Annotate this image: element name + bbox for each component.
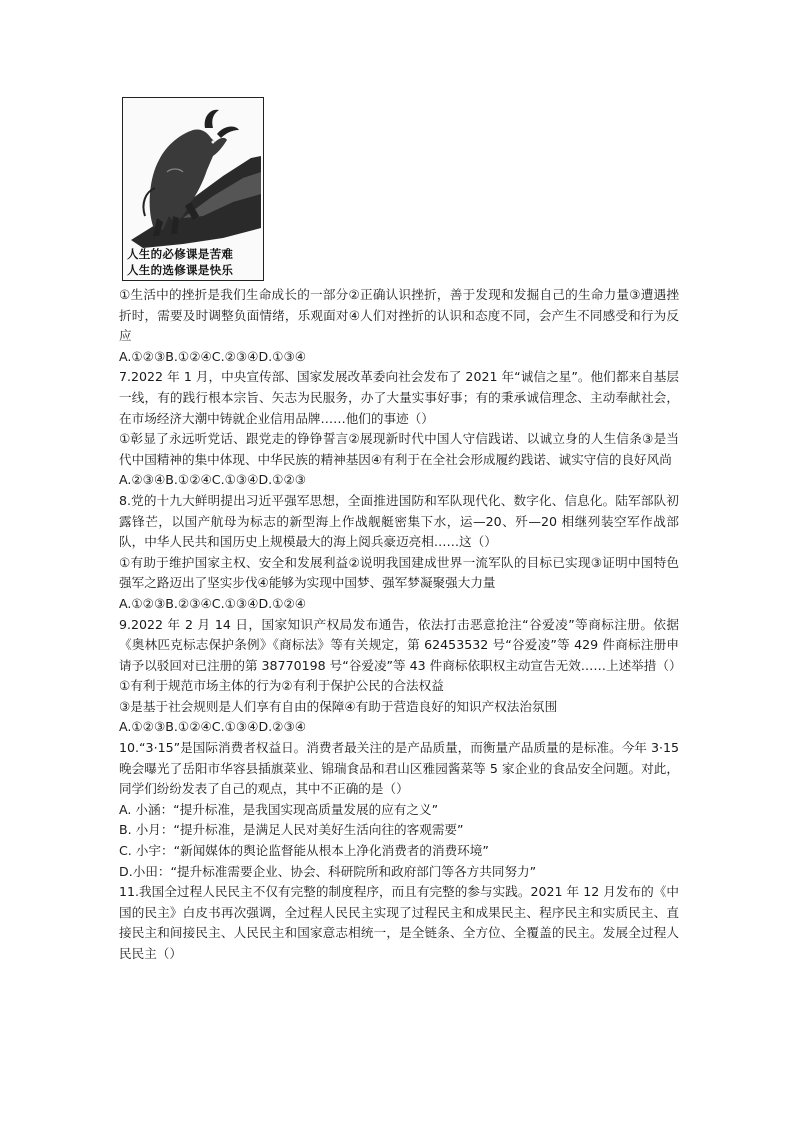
q9-options: A.①②③B.①②④C.①③④D.②③④ <box>119 719 307 735</box>
ox-cartoon-image <box>122 97 264 281</box>
cartoon-caption-line2: 人生的选修课是快乐 <box>127 263 234 277</box>
q10-option-c: C. 小宇：“新闻媒体的舆论监督能从根本上净化消费者的消费环境” <box>119 843 489 859</box>
q8-options: A.①②③B.②③④C.①③④D.①②④ <box>119 595 307 611</box>
q10-option-b: B. 小月：“提升标准，是满足人民对美好生活向往的客观需要” <box>119 822 464 838</box>
q7-stem: 7.2022 年 1 月，中央宣传部、国家发展改革委向社会发布了 2021 年“诚信之星”。他们都来自基层一线，有的践行根本宗旨、矢志为民服务，办了大量实事好事；有的秉承诚信理念、主动奉献社会，在市场经济大潮中铸就企业信用品牌……他们的事迹（） <box>119 369 679 426</box>
q8-statements: ①有助于维护国家主权、安全和发展利益②说明我国建成世界一流军队的目标已实现③证明中国特色强军之路迈出了坚实步伐④能够为实现中国梦、强军梦凝聚强大力量 <box>119 554 679 591</box>
q10-option-d: D.小田：“提升标准需要企业、协会、科研院所和政府部门等各方共同努力” <box>119 863 537 879</box>
q10-stem: 10.“3·15”是国际消费者权益日。消费者最关注的是产品质量，而衡量产品质量的是标准。今年 3·15 晚会曝光了岳阳市华容县插旗菜业、锦瑞食品和君山区雅园酱菜等 5 家企业的食品安全问题。对此，同学们纷纷发表了自己的观点，其中不正确的是（） <box>119 740 679 797</box>
q9-statement-line2: ③是基于社会规则是人们享有自由的保障④有助于营造良好的知识产权法治氛围 <box>119 698 558 714</box>
q11-stem: 11.我国全过程人民民主不仅有完整的制度程序，而且有完整的参与实践。2021 年 12 月发布的《中国的民主》白皮书再次强调，全过程人民民主实现了过程民主和成果民主、程序民主和实质民主、直接民主和间接民主、人民民主和国家意志相统一，是全链条、全方位、全覆盖的民主。发展全过程人民民主（） <box>119 884 679 961</box>
q8-stem: 8.党的十九大鲜明提出习近平强军思想，全面推进国防和军队现代化、数字化、信息化。陆军部队初露锋芒，以国产航母为标志的新型海上作战舰艇密集下水，运—20、歼—20 相继列装空军作战部队，中华人民共和国历史上规模最大的海上阅兵豪迈亮相……这（） <box>119 492 679 550</box>
q6-statements: ①生活中的挫折是我们生命成长的一部分②正确认识挫折，善于发现和发掘自己的生命力量③遭遇挫折时，需要及时调整负面情绪，乐观面对④人们对挫折的认识和态度不同，会产生不同感受和行为反应 <box>119 287 679 344</box>
q7-statements: ①彰显了永远听党话、跟党走的铮铮誓言②展现新时代中国人守信践诺、以诚立身的人生信条③是当代中国精神的集中体现、中华民族的精神基因④有利于在全社会形成履约践诺、诚实守信的良好风尚 <box>119 431 679 467</box>
q7-options: A.②③④B.①②④C.①③④D.①②③ <box>119 472 307 488</box>
q9-stem: 9.2022 年 2 月 14 日，国家知识产权局发布通告，依法打击恶意抢注“谷爱凌”等商标注册。依据《奥林匹克标志保护条例》《商标法》等有关规定，第 62453532 号“谷爱凌”等 429 件商标注册申请予以驳回对已注册的第 38770198 号“谷爱凌”等 43 件商标依职权主动宣告无效……上述举措（） <box>119 616 682 673</box>
cartoon-caption-line1: 人生的必修课是苦难 <box>127 247 234 261</box>
q9-statement-line1: ①有利于规范市场主体的行为②有利于保护公民的合法权益 <box>119 678 444 694</box>
question-content <box>119 285 682 965</box>
q10-option-a: A. 小涵：“提升标准，是我国实现高质量发展的应有之义” <box>119 801 439 817</box>
q6-options: A.①②③B.①②④C.②③④D.①③④ <box>119 348 307 364</box>
